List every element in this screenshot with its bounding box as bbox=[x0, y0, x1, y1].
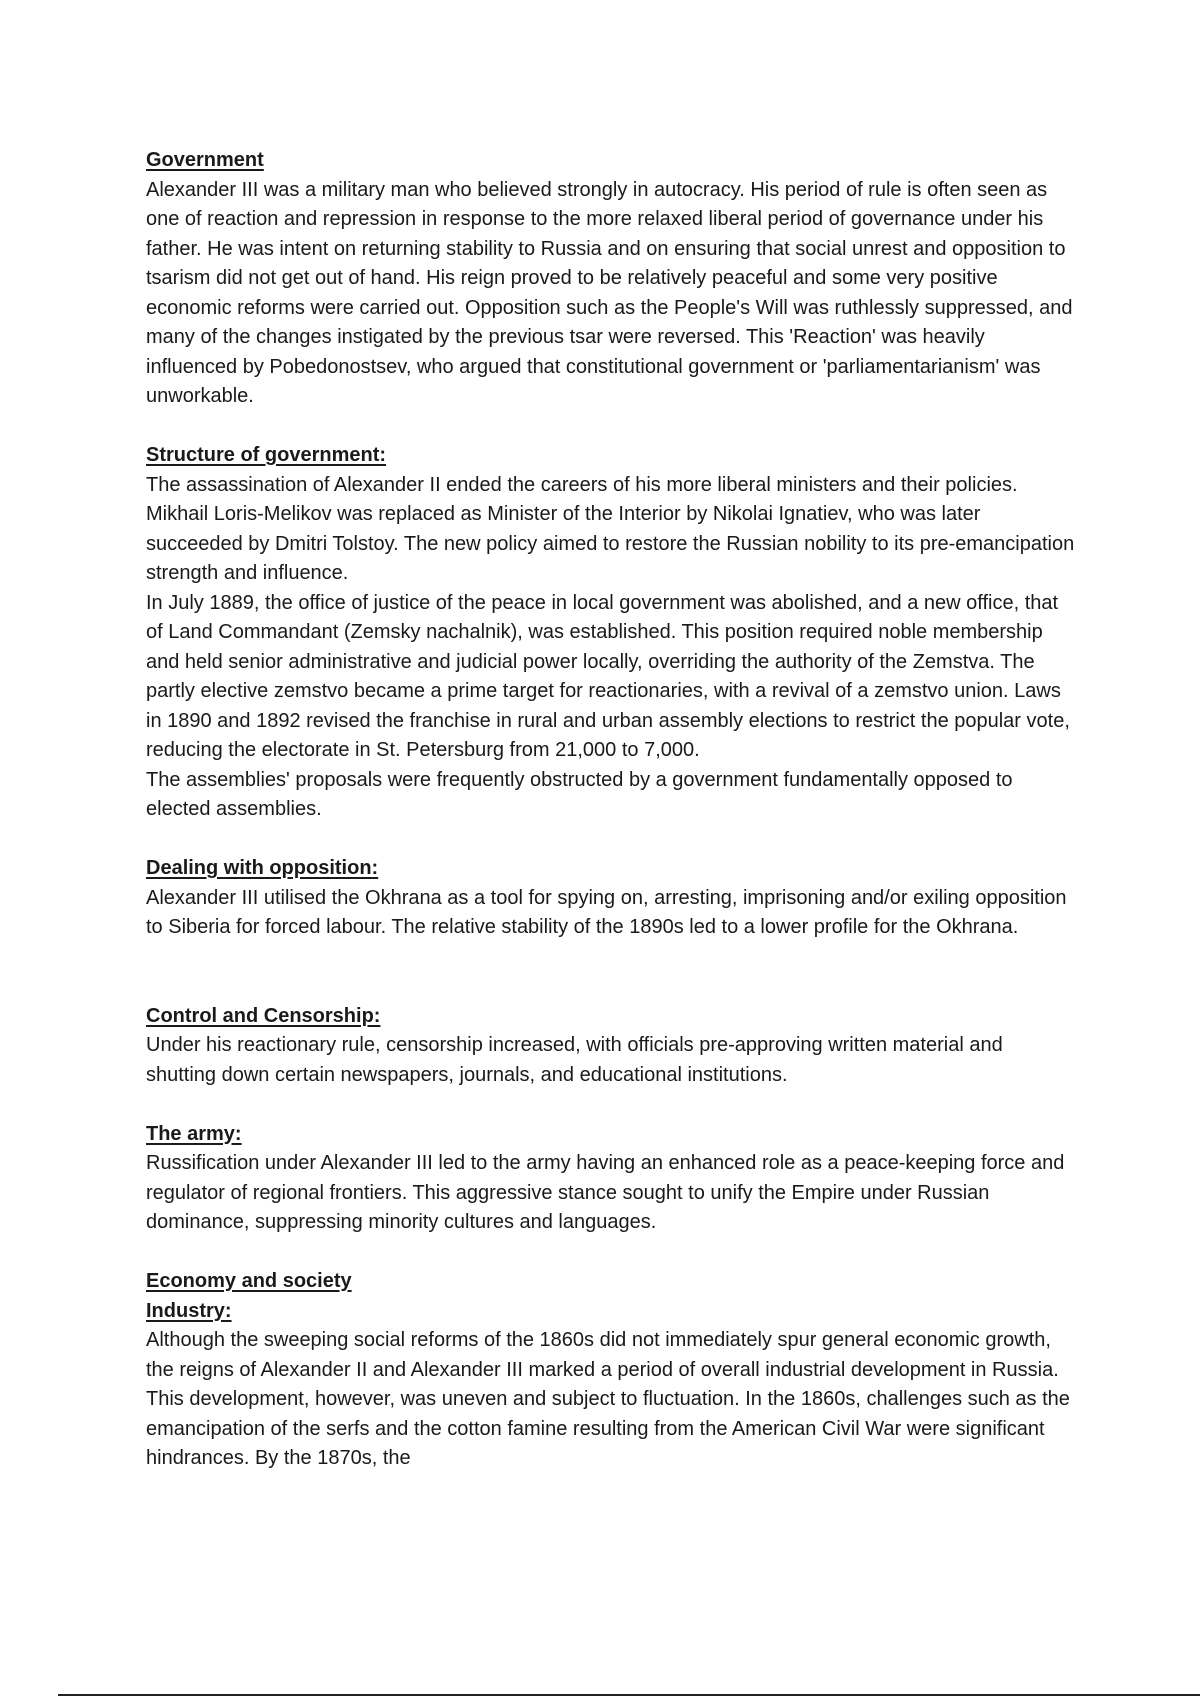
document-page bbox=[146, 146, 1076, 1474]
section-paragraph: Although the sweeping social reforms of the 1860s did not immediately spur general economic growth, the reigns of Alexander II and Alexander III marked a period of overall industrial development in Russia. This development, however, was uneven and subject to fluctuation. In the 1860s, challenges such as the emancipation of the serfs and the cotton famine resulting from the American Civil War were significant hindrances. By the 1870s, the bbox=[146, 1329, 1070, 1469]
section-economy-and-society bbox=[146, 1267, 1076, 1474]
section-control-and-censorship bbox=[146, 1002, 1076, 1091]
section-heading: Government bbox=[146, 149, 264, 171]
section-government bbox=[146, 146, 1076, 412]
section-heading: Dealing with opposition: bbox=[146, 857, 379, 879]
section-heading: Economy and society bbox=[146, 1270, 352, 1292]
section-paragraph: Alexander III was a military man who believed strongly in autocracy. His period of rule is often seen as one of reaction and repression in response to the more relaxed liberal period of governance under his father. He was intent on returning stability to Russia and on ensuring that social unrest and opposition to tsarism did not get out of hand. His reign proved to be relatively peaceful and some very positive economic reforms were carried out. Opposition such as the People's Will was ruthlessly suppressed, and many of the changes instigated by the previous tsar were reversed. This 'Reaction' was heavily influenced by Pobedonostsev, who argued that constitutional government or 'parliamentarianism' was unworkable. bbox=[146, 178, 1073, 407]
section-dealing-with-opposition bbox=[146, 854, 1076, 943]
section-the-army bbox=[146, 1120, 1076, 1238]
section-heading: Structure of government: bbox=[146, 444, 387, 466]
section-heading: Control and Censorship: bbox=[146, 1004, 381, 1027]
section-paragraph: Alexander III utilised the Okhrana as a tool for spying on, arresting, imprisoning and/or exiling opposition to Siberia for forced labour. The relative stability of the 1890s led to a lower profile for the Okhrana. bbox=[146, 886, 1067, 938]
section-paragraph: Russification under Alexander III led to the army having an enhanced role as a peace-keeping force and regulator of regional frontiers. This aggressive stance sought to unify the Empire under Russian dominance, suppressing minority cultures and languages. bbox=[146, 1152, 1065, 1233]
section-paragraph: In July 1889, the office of justice of the peace in local government was abolished, and a new office, that of Land Commandant (Zemsky nachalnik), was established. This position required noble membership and held senior administrative and judicial power locally, overriding the authority of the Zemstva. The partly elective zemstvo became a prime target for reactionaries, with a revival of a zemstvo union. Laws in 1890 and 1892 revised the franchise in rural and urban assembly elections to restrict the popular vote, reducing the electorate in St. Petersburg from 21,000 to 7,000. bbox=[146, 591, 1070, 761]
page-bottom-rule bbox=[58, 1694, 1200, 1696]
section-structure-of-government bbox=[146, 441, 1076, 825]
section-paragraph: Under his reactionary rule, censorship increased, with officials pre-approving written material and shutting down certain newspapers, journals, and educational institutions. bbox=[146, 1034, 1003, 1086]
section-paragraph: The assemblies' proposals were frequently obstructed by a government fundamentally opposed to elected assemblies. bbox=[146, 768, 1013, 820]
section-heading: The army: bbox=[146, 1122, 242, 1145]
section-subheading: Industry: bbox=[146, 1299, 232, 1322]
section-paragraph: The assassination of Alexander II ended the careers of his more liberal ministers and their policies. Mikhail Loris-Melikov was replaced as Minister of the Interior by Nikolai Ignatiev, who was later succeeded by Dmitri Tolstoy. The new policy aimed to restore the Russian nobility to its pre-emancipation strength and influence. bbox=[146, 473, 1075, 584]
